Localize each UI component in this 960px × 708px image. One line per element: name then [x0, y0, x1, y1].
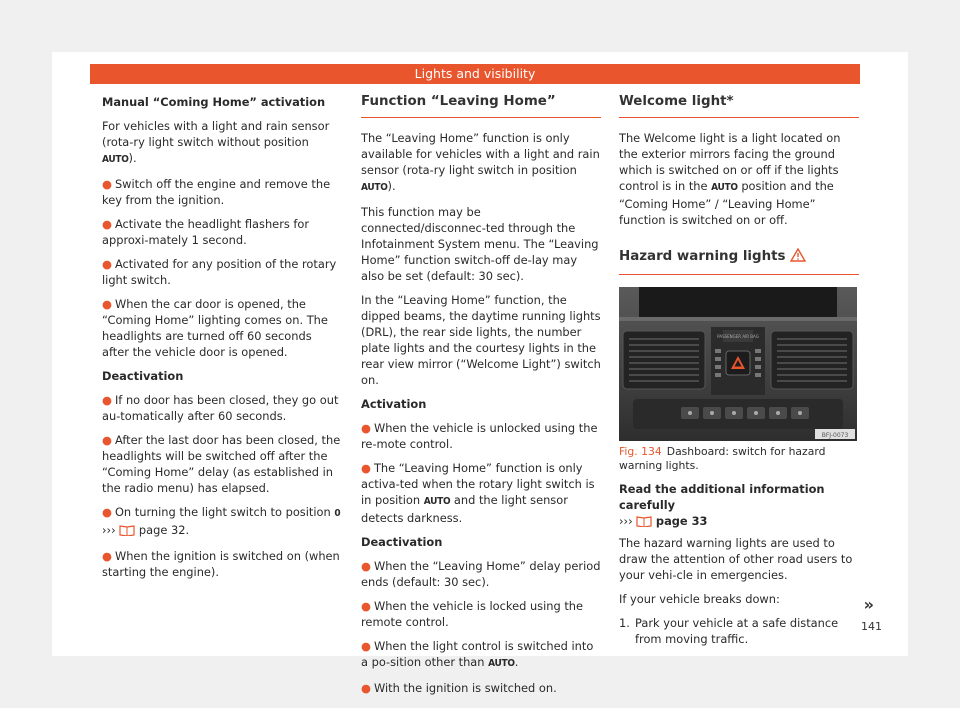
- bullet-item: ● Activate the headlight flashers for approxi-mately 1 second.: [102, 217, 310, 247]
- deactivation-heading: Deactivation: [102, 369, 184, 383]
- auto-symbol: AUTO: [102, 154, 129, 165]
- leaving-home-title: Function “Leaving Home”: [361, 94, 601, 118]
- page-ref-link[interactable]: page 32: [138, 523, 186, 537]
- paragraph: The Welcome light is a light located on the exterior mirrors facing the ground which is switched on or off if the lights control is in the AUTO position and the “Coming Home” / “Leaving Home” function is switched on or off.: [619, 131, 841, 227]
- paragraph: The hazard warning lights are used to draw the attention of other road users to your vehi-cle in emergencies.: [619, 536, 853, 582]
- bullet-item: ● When the “Leaving Home” delay period ends (default: 30 sec).: [361, 559, 601, 589]
- bullet-item: ● If no door has been closed, they go out au-tomatically after 60 seconds.: [102, 393, 339, 423]
- chapter-header: Lights and visibility: [90, 64, 860, 84]
- continue-mark: »: [863, 595, 874, 614]
- position-zero-symbol: 0: [334, 508, 341, 519]
- figure-caption: Fig. 134 Dashboard: switch for hazard warning lights.: [619, 445, 826, 472]
- book-icon: [119, 524, 135, 540]
- bullet-item: ● When the light control is switched into a po-sition other than AUTO.: [361, 639, 594, 669]
- page-number: 141: [861, 620, 882, 633]
- welcome-light-title: Welcome light*: [619, 94, 859, 118]
- bullet-item: ● When the vehicle is locked using the remote control.: [361, 599, 584, 629]
- coming-home-heading: Manual “Coming Home” activation: [102, 95, 326, 109]
- bullet-item: ● Switch off the engine and remove the key from the ignition.: [102, 177, 331, 207]
- dashboard-figure: [619, 287, 857, 441]
- hazard-button-icon: [726, 351, 750, 375]
- column-leaving-home: [361, 94, 601, 704]
- svg-text:PASSENGER AIR BAG: PASSENGER AIR BAG: [717, 334, 759, 339]
- activation-heading: Activation: [361, 397, 427, 411]
- bullet-item: ● When the car door is opened, the “Coming Home” lighting comes on. The headlights are turned off 60 seconds after the vehicle door is opened.: [102, 297, 328, 359]
- bullet-item: ● When the ignition is switched on (when starting the engine).: [102, 549, 340, 579]
- hazard-lights-title: Hazard warning lights: [619, 248, 859, 275]
- bullet-item: ● After the last door has been closed, the headlights will be switched off after the “Coming Home” delay (as established in the radio menu) has elapsed.: [102, 433, 341, 495]
- book-icon: [636, 515, 652, 531]
- paragraph: The “Leaving Home” function is only available for vehicles with a light and rain sensor (rota-ry light switch in position AUTO).: [361, 131, 600, 193]
- svg-text:BFJ-0073: BFJ-0073: [821, 432, 849, 439]
- column-welcome-hazard: [619, 94, 859, 647]
- bullet-item: ● When the vehicle is unlocked using the re-mote control.: [361, 421, 598, 451]
- page-ref-link[interactable]: page 33: [655, 514, 708, 528]
- read-info-heading: Read the additional information carefully ››› page 33: [619, 481, 859, 531]
- bullet-item: ● Activated for any position of the rotary light switch.: [102, 257, 337, 287]
- paragraph: If your vehicle breaks down:: [619, 592, 780, 606]
- bullet-item: ● On turning the light switch to position 0 ››› page 32.: [102, 504, 342, 540]
- paragraph: In the “Leaving Home” function, the dipped beams, the daytime running lights (DRL), the rear side lights, the number plate lights and the courtesy lights in the rear view mirror (“Welcome Light”) switch on.: [361, 293, 601, 387]
- bullet-item: ● The “Leaving Home” function is only activa-ted when the rotary light switch is in position AUTO and the light sensor detects darkness.: [361, 461, 595, 525]
- warning-triangle-icon: [790, 248, 806, 267]
- deactivation-heading: Deactivation: [361, 535, 443, 549]
- numbered-step: 1. Park your vehicle at a safe distance from moving traffic.: [619, 616, 839, 646]
- bullet-item: ● With the ignition is switched on.: [361, 681, 557, 695]
- column-coming-home: [102, 94, 342, 588]
- coming-home-intro: For vehicles with a light and rain sensor (rota-ry light switch without position AUTO).: [102, 119, 330, 165]
- paragraph: This function may be connected/disconnec-ted through the Infotainment System menu. The “Leaving Home” function switch-off de-lay may also be set (default: 30 sec).: [361, 205, 599, 283]
